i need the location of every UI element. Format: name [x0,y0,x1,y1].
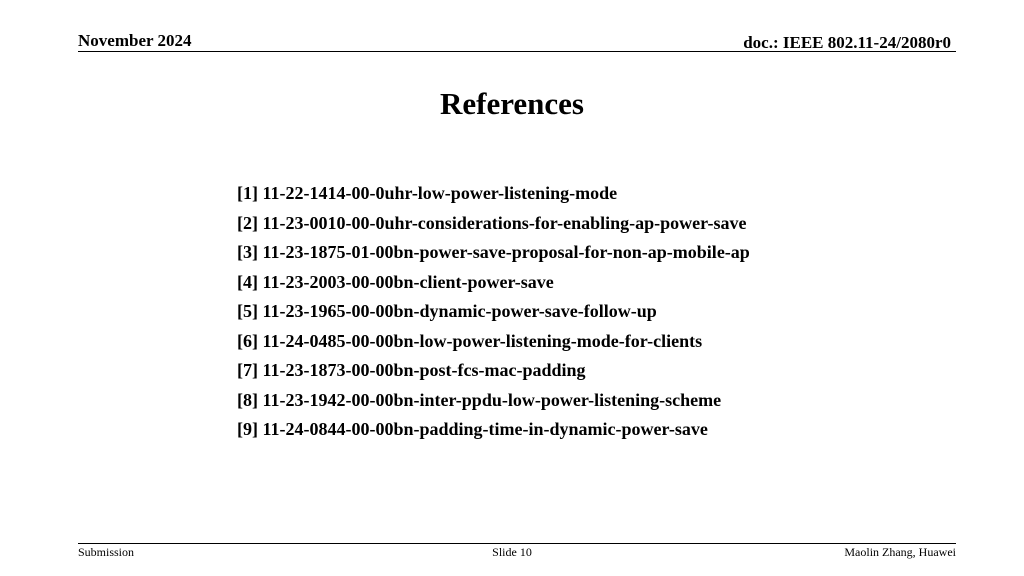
reference-item-5: [5] 11-23-1965-00-00bn-dynamic-power-save-follow-up [237,301,657,321]
reference-item-1: [1] 11-22-1414-00-0uhr-low-power-listening-mode [237,183,618,203]
footer-divider [78,543,956,544]
reference-item-9: [9] 11-24-0844-00-00bn-padding-time-in-dynamic-power-save [237,419,708,439]
header-divider [78,51,956,52]
reference-item-3: [3] 11-23-1875-01-00bn-power-save-proposal-for-non-ap-mobile-ap [237,242,750,262]
reference-item-2: [2] 11-23-0010-00-0uhr-considerations-for-enabling-ap-power-save [237,212,747,233]
header-date: November 2024 [78,31,192,50]
header-doc-id: doc.: IEEE 802.11-24/2080r0 [743,33,951,52]
slide-title: References [439,86,584,121]
reference-item-7: [7] 11-23-1873-00-00bn-post-fcs-mac-padding [237,360,586,380]
reference-item-8: [8] 11-23-1942-00-00bn-inter-ppdu-low-power-listening-scheme [237,389,722,410]
footer-submission: Submission [78,545,135,559]
reference-item-4: [4] 11-23-2003-00-00bn-client-power-save [237,271,554,292]
footer-author: Maolin Zhang, Huawei [844,545,956,559]
reference-item-6: [6] 11-24-0485-00-00bn-low-power-listening-mode-for-clients [237,330,703,351]
footer-slide-number: Slide 10 [492,545,532,559]
reference-list [237,183,750,449]
